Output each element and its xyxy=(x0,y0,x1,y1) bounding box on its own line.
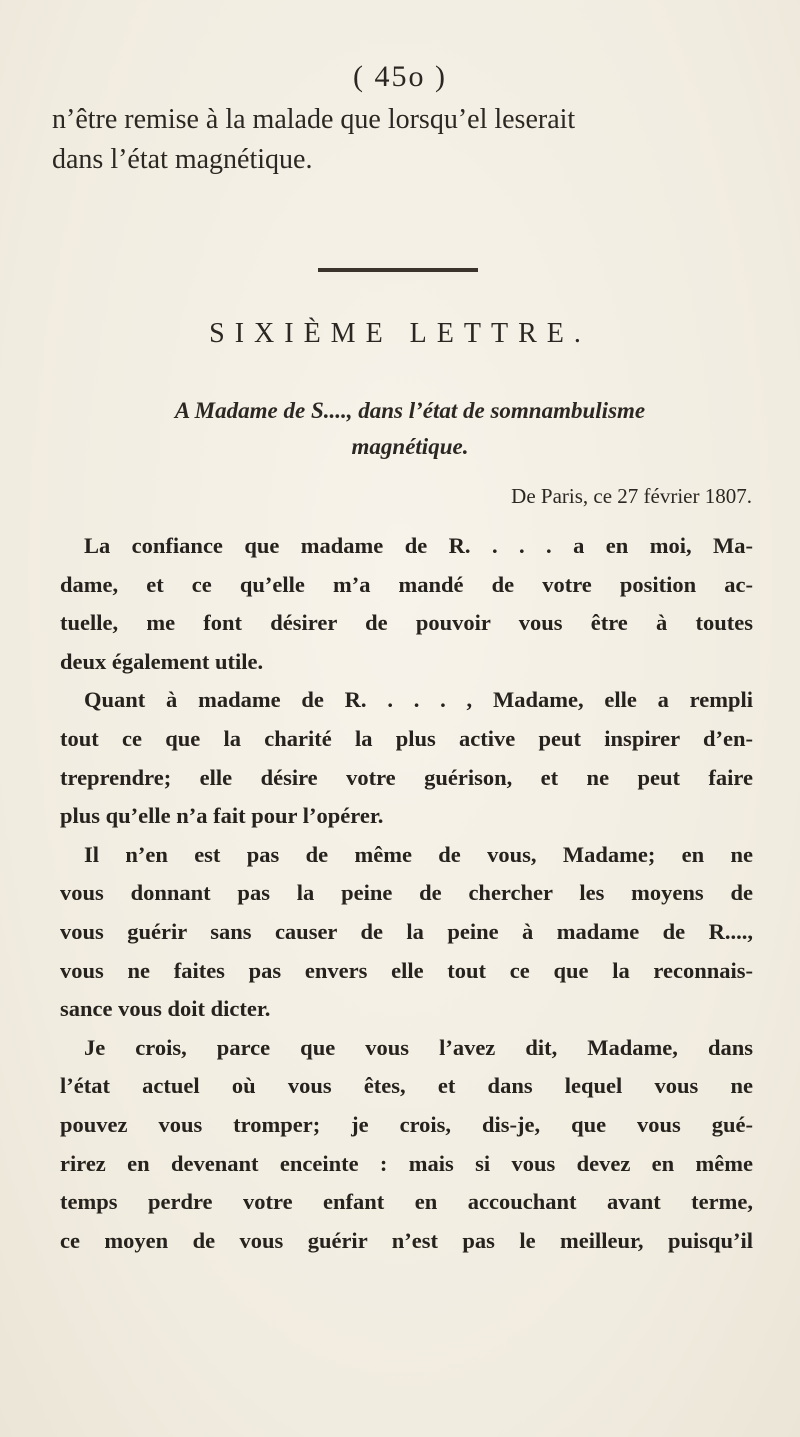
body-line: treprendre; elle désire votre guérison, et ne peut faire xyxy=(60,764,753,790)
page-number: ( 45o ) xyxy=(353,60,447,93)
letter-address xyxy=(60,393,760,465)
letter-heading: SIXIÈME LETTRE. xyxy=(209,318,591,349)
body-line: La confiance que madame de R. . . . a en moi, Ma- xyxy=(84,533,753,558)
letter-dateline: De Paris, ce 27 février 1807. xyxy=(511,484,752,508)
body-line: deux également utile. xyxy=(60,648,264,674)
address-line: magnétique. xyxy=(351,434,469,459)
opening-continuation xyxy=(52,100,752,180)
letter-body xyxy=(60,527,753,1260)
body-line: l’état actuel où vous êtes, et dans lequel vous ne xyxy=(60,1073,753,1099)
body-line: pouvez vous tromper; je crois, dis-je, que vous gué- xyxy=(60,1111,753,1137)
body-line: plus qu’elle n’a fait pour l’opérer. xyxy=(60,803,384,829)
body-line: Je crois, parce que vous l’avez dit, Madame, dans xyxy=(84,1034,753,1060)
body-line: tout ce que la charité la plus active peut inspirer d’en- xyxy=(60,725,753,751)
body-line: tuelle, me font désirer de pouvoir vous être à toutes xyxy=(60,610,753,636)
section-divider-rule xyxy=(318,268,478,272)
body-line: sance vous doit dicter. xyxy=(60,996,271,1022)
body-line: rirez en devenant enceinte : mais si vous devez en même xyxy=(60,1150,753,1176)
opening-line: dans l’état magnétique. xyxy=(52,144,313,175)
body-line: vous donnant pas la peine de chercher les moyens de xyxy=(60,880,753,906)
address-line: A Madame de S...., dans l’état de somnambulisme xyxy=(174,398,646,423)
body-line: vous ne faites pas envers elle tout ce que la reconnais- xyxy=(60,957,753,983)
body-line: Quant à madame de R. . . . , Madame, elle a rempli xyxy=(84,687,753,713)
body-line: temps perdre votre enfant en accouchant avant terme, xyxy=(60,1189,753,1215)
opening-line: n’être remise à la malade que lorsqu’el leserait xyxy=(52,104,576,135)
body-line: dame, et ce qu’elle m’a mandé de votre position ac- xyxy=(60,571,753,597)
body-line: vous guérir sans causer de la peine à madame de R...., xyxy=(60,918,753,944)
body-line: ce moyen de vous guérir n’est pas le meilleur, puisqu’il xyxy=(60,1227,753,1253)
body-line: Il n’en est pas de même de vous, Madame; en ne xyxy=(84,841,753,867)
